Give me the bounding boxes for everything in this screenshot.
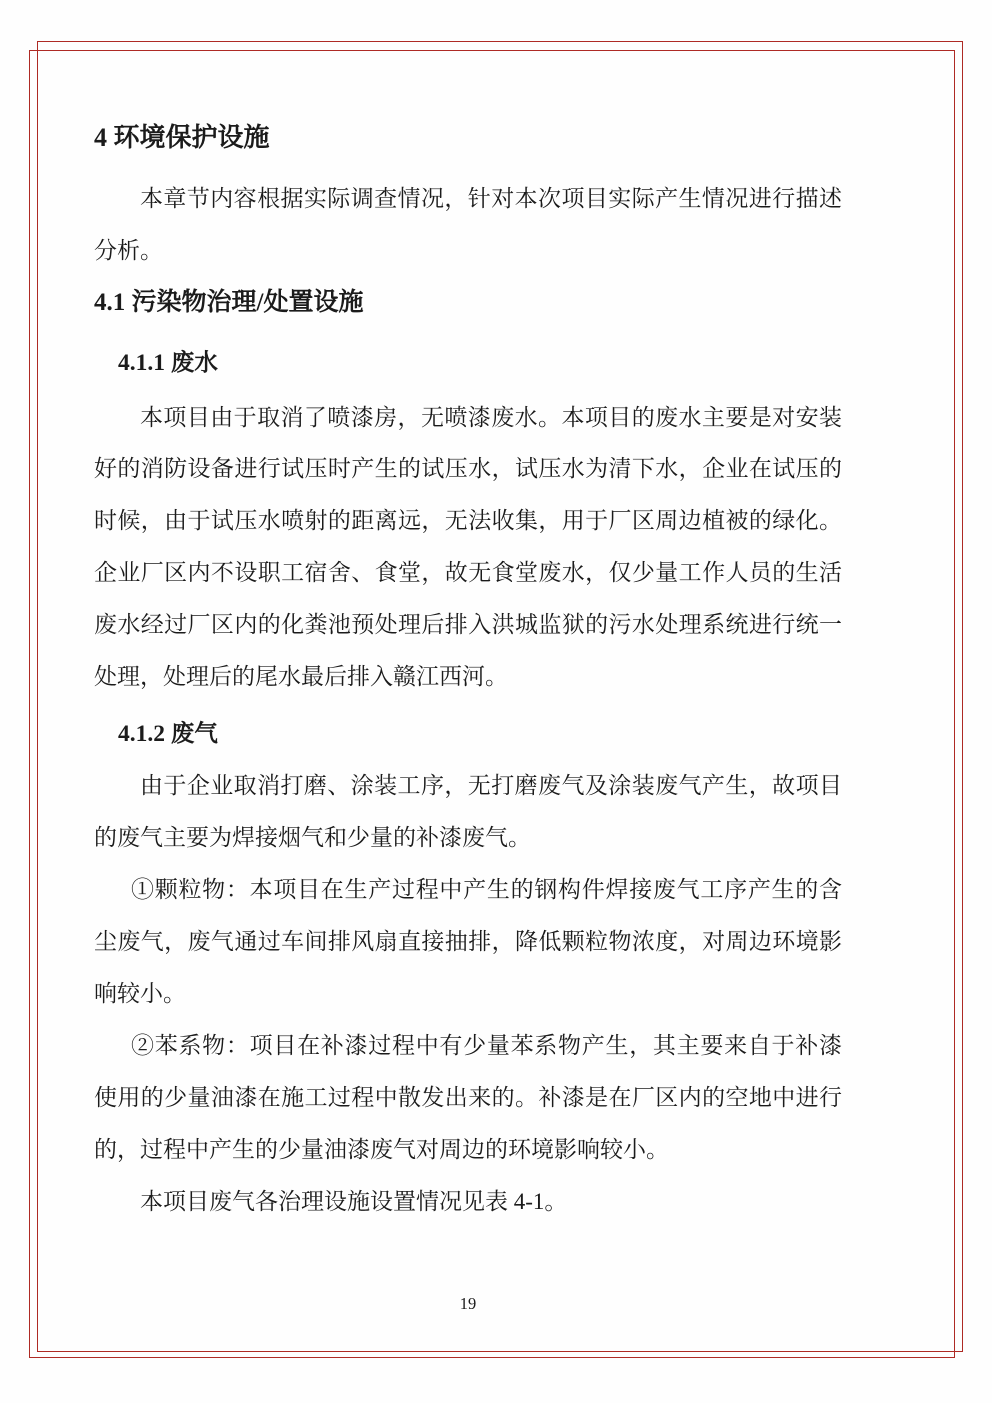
subsection-heading-4-1-2: 4.1.2 废气: [118, 721, 218, 748]
wastewater-paragraph: 本项目由于取消了喷漆房，无喷漆废水。本项目的废水主要是对安装好的消防设备进行试压时产生的试压水，试压水为清下水，企业在试压的时候，由于试压水喷射的距离远，无法收集，用于厂区周边植被的绿化。企业厂区内不设职工宿舍、食堂，故无食堂废水，仅少量工作人员的生活废水经过厂区内的化粪池预处理后排入洪城监狱的污水处理系统进行统一处理，处理后的尾水最后排入赣江西河。: [94, 404, 842, 689]
intro-paragraph: 本章节内容根据实际调查情况，针对本次项目实际产生情况进行描述分析。: [94, 186, 842, 263]
particulate-matter-paragraph: ①颗粒物：本项目在生产过程中产生的钢构件焊接废气工序产生的含尘废气，废气通过车间排风扇直接抽排，降低颗粒物浓度，对周边环境影响较小。: [94, 876, 842, 1006]
page-number: 19: [459, 1294, 477, 1313]
waste-gas-overview-paragraph: 由于企业取消打磨、涂装工序，无打磨废气及涂装废气产生，故项目的废气主要为焊接烟气和少量的补漆废气。: [94, 773, 842, 851]
benzene-series-paragraph: ②苯系物：项目在补漆过程中有少量苯系物产生，其主要来自于补漆使用的少量油漆在施工过程中散发出来的。补漆是在厂区内的空地中进行的，过程中产生的少量油漆废气对周边的环境影响较小。: [94, 1033, 842, 1162]
section-heading-4-1: 4.1 污染物治理/处置设施: [94, 288, 364, 316]
subsection-heading-4-1-1: 4.1.1 废水: [118, 349, 218, 376]
table-reference-paragraph: 本项目废气各治理设施设置情况见表 4-1。: [140, 1188, 568, 1214]
chapter-heading: 4 环境保护设施: [94, 123, 270, 152]
document-content: [94, 0, 842, 1228]
